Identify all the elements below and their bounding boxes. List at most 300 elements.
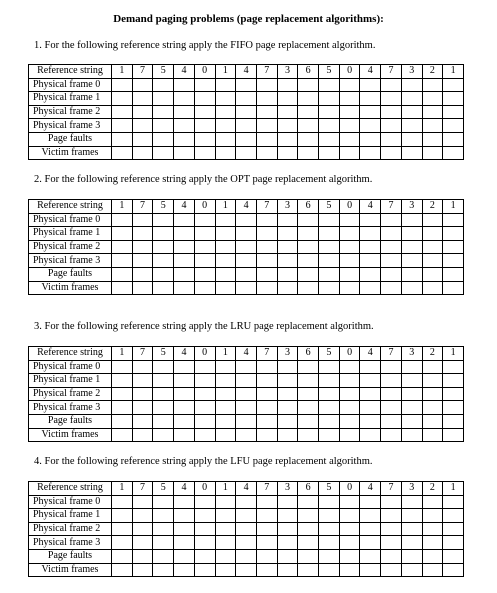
answer-cell[interactable] — [381, 240, 402, 254]
answer-cell[interactable] — [256, 105, 277, 119]
answer-cell[interactable] — [298, 536, 319, 550]
answer-cell[interactable] — [319, 213, 340, 227]
answer-cell[interactable] — [132, 92, 153, 106]
answer-cell[interactable] — [298, 374, 319, 388]
answer-cell[interactable] — [381, 549, 402, 563]
answer-cell[interactable] — [360, 495, 381, 509]
answer-cell[interactable] — [381, 522, 402, 536]
answer-cell[interactable] — [112, 240, 133, 254]
answer-cell[interactable] — [422, 281, 443, 295]
answer-cell[interactable] — [215, 401, 236, 415]
answer-cell[interactable] — [422, 374, 443, 388]
answer-cell[interactable] — [401, 509, 422, 523]
answer-cell[interactable] — [236, 428, 257, 442]
answer-cell[interactable] — [443, 119, 464, 133]
answer-cell[interactable] — [360, 281, 381, 295]
answer-cell[interactable] — [194, 254, 215, 268]
answer-cell[interactable] — [236, 105, 257, 119]
answer-cell[interactable] — [443, 401, 464, 415]
answer-cell[interactable] — [401, 522, 422, 536]
answer-cell[interactable] — [422, 227, 443, 241]
answer-cell[interactable] — [339, 536, 360, 550]
answer-cell[interactable] — [256, 146, 277, 160]
answer-cell[interactable] — [132, 78, 153, 92]
answer-cell[interactable] — [153, 563, 174, 577]
answer-cell[interactable] — [236, 495, 257, 509]
answer-cell[interactable] — [381, 563, 402, 577]
answer-cell[interactable] — [401, 428, 422, 442]
answer-cell[interactable] — [339, 549, 360, 563]
answer-cell[interactable] — [194, 92, 215, 106]
answer-cell[interactable] — [194, 360, 215, 374]
answer-cell[interactable] — [277, 536, 298, 550]
answer-cell[interactable] — [319, 78, 340, 92]
answer-cell[interactable] — [236, 78, 257, 92]
answer-cell[interactable] — [319, 92, 340, 106]
answer-cell[interactable] — [215, 254, 236, 268]
answer-cell[interactable] — [112, 267, 133, 281]
answer-cell[interactable] — [194, 105, 215, 119]
answer-cell[interactable] — [174, 240, 195, 254]
answer-cell[interactable] — [319, 105, 340, 119]
answer-cell[interactable] — [443, 281, 464, 295]
answer-cell[interactable] — [277, 267, 298, 281]
answer-cell[interactable] — [443, 360, 464, 374]
answer-cell[interactable] — [153, 227, 174, 241]
answer-cell[interactable] — [339, 92, 360, 106]
answer-cell[interactable] — [360, 387, 381, 401]
answer-cell[interactable] — [277, 563, 298, 577]
answer-cell[interactable] — [236, 387, 257, 401]
answer-cell[interactable] — [132, 414, 153, 428]
answer-cell[interactable] — [298, 549, 319, 563]
answer-cell[interactable] — [112, 549, 133, 563]
answer-cell[interactable] — [360, 267, 381, 281]
answer-cell[interactable] — [360, 509, 381, 523]
answer-cell[interactable] — [339, 240, 360, 254]
answer-cell[interactable] — [381, 132, 402, 146]
answer-cell[interactable] — [112, 360, 133, 374]
answer-cell[interactable] — [112, 92, 133, 106]
answer-cell[interactable] — [381, 146, 402, 160]
answer-cell[interactable] — [236, 132, 257, 146]
answer-cell[interactable] — [401, 240, 422, 254]
answer-cell[interactable] — [277, 387, 298, 401]
answer-cell[interactable] — [256, 281, 277, 295]
answer-cell[interactable] — [236, 119, 257, 133]
answer-cell[interactable] — [339, 105, 360, 119]
answer-cell[interactable] — [277, 360, 298, 374]
answer-cell[interactable] — [112, 132, 133, 146]
answer-cell[interactable] — [132, 428, 153, 442]
answer-cell[interactable] — [401, 146, 422, 160]
answer-cell[interactable] — [132, 495, 153, 509]
answer-cell[interactable] — [422, 563, 443, 577]
answer-cell[interactable] — [298, 146, 319, 160]
answer-cell[interactable] — [401, 536, 422, 550]
answer-cell[interactable] — [339, 267, 360, 281]
answer-cell[interactable] — [339, 509, 360, 523]
answer-cell[interactable] — [443, 549, 464, 563]
answer-cell[interactable] — [236, 401, 257, 415]
answer-cell[interactable] — [298, 414, 319, 428]
answer-cell[interactable] — [443, 509, 464, 523]
answer-cell[interactable] — [360, 105, 381, 119]
answer-cell[interactable] — [112, 227, 133, 241]
answer-cell[interactable] — [443, 240, 464, 254]
answer-cell[interactable] — [174, 360, 195, 374]
answer-cell[interactable] — [401, 563, 422, 577]
answer-cell[interactable] — [277, 213, 298, 227]
answer-cell[interactable] — [194, 522, 215, 536]
answer-cell[interactable] — [381, 254, 402, 268]
answer-cell[interactable] — [112, 401, 133, 415]
answer-cell[interactable] — [153, 78, 174, 92]
answer-cell[interactable] — [319, 119, 340, 133]
answer-cell[interactable] — [236, 536, 257, 550]
answer-cell[interactable] — [277, 401, 298, 415]
answer-cell[interactable] — [298, 132, 319, 146]
answer-cell[interactable] — [194, 387, 215, 401]
answer-cell[interactable] — [132, 119, 153, 133]
answer-cell[interactable] — [256, 227, 277, 241]
answer-cell[interactable] — [298, 401, 319, 415]
answer-cell[interactable] — [401, 132, 422, 146]
answer-cell[interactable] — [277, 281, 298, 295]
answer-cell[interactable] — [256, 92, 277, 106]
answer-cell[interactable] — [132, 254, 153, 268]
answer-cell[interactable] — [381, 387, 402, 401]
answer-cell[interactable] — [132, 563, 153, 577]
answer-cell[interactable] — [443, 414, 464, 428]
answer-cell[interactable] — [112, 78, 133, 92]
answer-cell[interactable] — [422, 522, 443, 536]
answer-cell[interactable] — [360, 254, 381, 268]
answer-cell[interactable] — [443, 267, 464, 281]
answer-cell[interactable] — [319, 146, 340, 160]
answer-cell[interactable] — [256, 360, 277, 374]
answer-cell[interactable] — [401, 360, 422, 374]
answer-cell[interactable] — [194, 414, 215, 428]
answer-cell[interactable] — [298, 78, 319, 92]
answer-cell[interactable] — [132, 146, 153, 160]
answer-cell[interactable] — [298, 387, 319, 401]
answer-cell[interactable] — [298, 240, 319, 254]
answer-cell[interactable] — [153, 401, 174, 415]
answer-cell[interactable] — [319, 401, 340, 415]
answer-cell[interactable] — [194, 267, 215, 281]
answer-cell[interactable] — [319, 495, 340, 509]
answer-cell[interactable] — [153, 146, 174, 160]
answer-cell[interactable] — [153, 92, 174, 106]
answer-cell[interactable] — [360, 428, 381, 442]
answer-cell[interactable] — [339, 401, 360, 415]
answer-cell[interactable] — [194, 495, 215, 509]
answer-cell[interactable] — [194, 213, 215, 227]
answer-cell[interactable] — [381, 509, 402, 523]
answer-cell[interactable] — [236, 213, 257, 227]
answer-cell[interactable] — [360, 374, 381, 388]
answer-cell[interactable] — [401, 387, 422, 401]
answer-cell[interactable] — [112, 509, 133, 523]
answer-cell[interactable] — [422, 146, 443, 160]
answer-cell[interactable] — [215, 536, 236, 550]
answer-cell[interactable] — [215, 414, 236, 428]
answer-cell[interactable] — [256, 240, 277, 254]
answer-cell[interactable] — [194, 374, 215, 388]
answer-cell[interactable] — [215, 213, 236, 227]
answer-cell[interactable] — [256, 387, 277, 401]
answer-cell[interactable] — [298, 360, 319, 374]
answer-cell[interactable] — [256, 495, 277, 509]
answer-cell[interactable] — [443, 495, 464, 509]
answer-cell[interactable] — [401, 281, 422, 295]
answer-cell[interactable] — [381, 281, 402, 295]
answer-cell[interactable] — [443, 132, 464, 146]
answer-cell[interactable] — [401, 227, 422, 241]
answer-cell[interactable] — [443, 374, 464, 388]
answer-cell[interactable] — [132, 105, 153, 119]
answer-cell[interactable] — [256, 509, 277, 523]
answer-cell[interactable] — [112, 522, 133, 536]
answer-cell[interactable] — [422, 360, 443, 374]
answer-cell[interactable] — [215, 146, 236, 160]
answer-cell[interactable] — [401, 374, 422, 388]
answer-cell[interactable] — [194, 240, 215, 254]
answer-cell[interactable] — [174, 374, 195, 388]
answer-cell[interactable] — [153, 132, 174, 146]
answer-cell[interactable] — [132, 536, 153, 550]
answer-cell[interactable] — [422, 240, 443, 254]
answer-cell[interactable] — [360, 563, 381, 577]
answer-cell[interactable] — [443, 563, 464, 577]
answer-cell[interactable] — [256, 267, 277, 281]
answer-cell[interactable] — [256, 549, 277, 563]
answer-cell[interactable] — [277, 549, 298, 563]
answer-cell[interactable] — [443, 387, 464, 401]
answer-cell[interactable] — [298, 119, 319, 133]
answer-cell[interactable] — [360, 92, 381, 106]
answer-cell[interactable] — [153, 522, 174, 536]
answer-cell[interactable] — [360, 132, 381, 146]
answer-cell[interactable] — [132, 360, 153, 374]
answer-cell[interactable] — [381, 428, 402, 442]
answer-cell[interactable] — [256, 414, 277, 428]
answer-cell[interactable] — [194, 563, 215, 577]
answer-cell[interactable] — [381, 536, 402, 550]
answer-cell[interactable] — [277, 428, 298, 442]
answer-cell[interactable] — [153, 213, 174, 227]
answer-cell[interactable] — [236, 360, 257, 374]
answer-cell[interactable] — [319, 374, 340, 388]
answer-cell[interactable] — [422, 119, 443, 133]
answer-cell[interactable] — [132, 401, 153, 415]
answer-cell[interactable] — [339, 563, 360, 577]
answer-cell[interactable] — [132, 267, 153, 281]
answer-cell[interactable] — [298, 495, 319, 509]
answer-cell[interactable] — [298, 281, 319, 295]
answer-cell[interactable] — [422, 267, 443, 281]
answer-cell[interactable] — [215, 227, 236, 241]
answer-cell[interactable] — [401, 549, 422, 563]
answer-cell[interactable] — [339, 146, 360, 160]
answer-cell[interactable] — [339, 522, 360, 536]
answer-cell[interactable] — [360, 536, 381, 550]
answer-cell[interactable] — [256, 522, 277, 536]
answer-cell[interactable] — [401, 401, 422, 415]
answer-cell[interactable] — [339, 374, 360, 388]
answer-cell[interactable] — [236, 254, 257, 268]
answer-cell[interactable] — [215, 267, 236, 281]
answer-cell[interactable] — [339, 281, 360, 295]
answer-cell[interactable] — [256, 536, 277, 550]
answer-cell[interactable] — [132, 509, 153, 523]
answer-cell[interactable] — [256, 132, 277, 146]
answer-cell[interactable] — [381, 495, 402, 509]
answer-cell[interactable] — [174, 428, 195, 442]
answer-cell[interactable] — [132, 374, 153, 388]
answer-cell[interactable] — [319, 414, 340, 428]
answer-cell[interactable] — [236, 227, 257, 241]
answer-cell[interactable] — [360, 146, 381, 160]
answer-cell[interactable] — [174, 387, 195, 401]
answer-cell[interactable] — [381, 374, 402, 388]
answer-cell[interactable] — [132, 281, 153, 295]
answer-cell[interactable] — [381, 267, 402, 281]
answer-cell[interactable] — [422, 78, 443, 92]
answer-cell[interactable] — [174, 146, 195, 160]
answer-cell[interactable] — [360, 549, 381, 563]
answer-cell[interactable] — [153, 387, 174, 401]
answer-cell[interactable] — [132, 387, 153, 401]
answer-cell[interactable] — [215, 360, 236, 374]
answer-cell[interactable] — [132, 240, 153, 254]
answer-cell[interactable] — [319, 428, 340, 442]
answer-cell[interactable] — [174, 92, 195, 106]
answer-cell[interactable] — [422, 536, 443, 550]
answer-cell[interactable] — [112, 105, 133, 119]
answer-cell[interactable] — [401, 254, 422, 268]
answer-cell[interactable] — [360, 240, 381, 254]
answer-cell[interactable] — [277, 78, 298, 92]
answer-cell[interactable] — [277, 240, 298, 254]
answer-cell[interactable] — [401, 267, 422, 281]
answer-cell[interactable] — [194, 509, 215, 523]
answer-cell[interactable] — [194, 227, 215, 241]
answer-cell[interactable] — [443, 146, 464, 160]
answer-cell[interactable] — [174, 132, 195, 146]
answer-cell[interactable] — [236, 92, 257, 106]
answer-cell[interactable] — [298, 509, 319, 523]
answer-cell[interactable] — [319, 281, 340, 295]
answer-cell[interactable] — [236, 281, 257, 295]
answer-cell[interactable] — [443, 78, 464, 92]
answer-cell[interactable] — [422, 105, 443, 119]
answer-cell[interactable] — [339, 495, 360, 509]
answer-cell[interactable] — [401, 119, 422, 133]
answer-cell[interactable] — [277, 254, 298, 268]
answer-cell[interactable] — [319, 522, 340, 536]
answer-cell[interactable] — [339, 254, 360, 268]
answer-cell[interactable] — [319, 387, 340, 401]
answer-cell[interactable] — [277, 92, 298, 106]
answer-cell[interactable] — [174, 401, 195, 415]
answer-cell[interactable] — [401, 414, 422, 428]
answer-cell[interactable] — [298, 563, 319, 577]
answer-cell[interactable] — [256, 374, 277, 388]
answer-cell[interactable] — [112, 495, 133, 509]
answer-cell[interactable] — [319, 132, 340, 146]
answer-cell[interactable] — [174, 213, 195, 227]
answer-cell[interactable] — [422, 428, 443, 442]
answer-cell[interactable] — [277, 132, 298, 146]
answer-cell[interactable] — [277, 227, 298, 241]
answer-cell[interactable] — [443, 213, 464, 227]
answer-cell[interactable] — [153, 105, 174, 119]
answer-cell[interactable] — [298, 105, 319, 119]
answer-cell[interactable] — [422, 254, 443, 268]
answer-cell[interactable] — [153, 240, 174, 254]
answer-cell[interactable] — [422, 509, 443, 523]
answer-cell[interactable] — [153, 281, 174, 295]
answer-cell[interactable] — [215, 387, 236, 401]
answer-cell[interactable] — [153, 360, 174, 374]
answer-cell[interactable] — [319, 254, 340, 268]
answer-cell[interactable] — [256, 563, 277, 577]
answer-cell[interactable] — [215, 240, 236, 254]
answer-cell[interactable] — [153, 495, 174, 509]
answer-cell[interactable] — [194, 119, 215, 133]
answer-cell[interactable] — [298, 254, 319, 268]
answer-cell[interactable] — [319, 267, 340, 281]
answer-cell[interactable] — [236, 240, 257, 254]
answer-cell[interactable] — [381, 78, 402, 92]
answer-cell[interactable] — [174, 254, 195, 268]
answer-cell[interactable] — [401, 213, 422, 227]
answer-cell[interactable] — [153, 549, 174, 563]
answer-cell[interactable] — [339, 227, 360, 241]
answer-cell[interactable] — [174, 509, 195, 523]
answer-cell[interactable] — [360, 119, 381, 133]
answer-cell[interactable] — [298, 92, 319, 106]
answer-cell[interactable] — [174, 227, 195, 241]
answer-cell[interactable] — [277, 146, 298, 160]
answer-cell[interactable] — [236, 414, 257, 428]
answer-cell[interactable] — [256, 428, 277, 442]
answer-cell[interactable] — [215, 119, 236, 133]
answer-cell[interactable] — [381, 92, 402, 106]
answer-cell[interactable] — [112, 213, 133, 227]
answer-cell[interactable] — [360, 414, 381, 428]
answer-cell[interactable] — [422, 132, 443, 146]
answer-cell[interactable] — [215, 549, 236, 563]
answer-cell[interactable] — [381, 213, 402, 227]
answer-cell[interactable] — [112, 387, 133, 401]
answer-cell[interactable] — [443, 92, 464, 106]
answer-cell[interactable] — [277, 374, 298, 388]
answer-cell[interactable] — [319, 549, 340, 563]
answer-cell[interactable] — [236, 509, 257, 523]
answer-cell[interactable] — [174, 119, 195, 133]
answer-cell[interactable] — [443, 254, 464, 268]
answer-cell[interactable] — [381, 119, 402, 133]
answer-cell[interactable] — [153, 536, 174, 550]
answer-cell[interactable] — [215, 78, 236, 92]
answer-cell[interactable] — [194, 428, 215, 442]
answer-cell[interactable] — [215, 509, 236, 523]
answer-cell[interactable] — [112, 254, 133, 268]
answer-cell[interactable] — [153, 119, 174, 133]
